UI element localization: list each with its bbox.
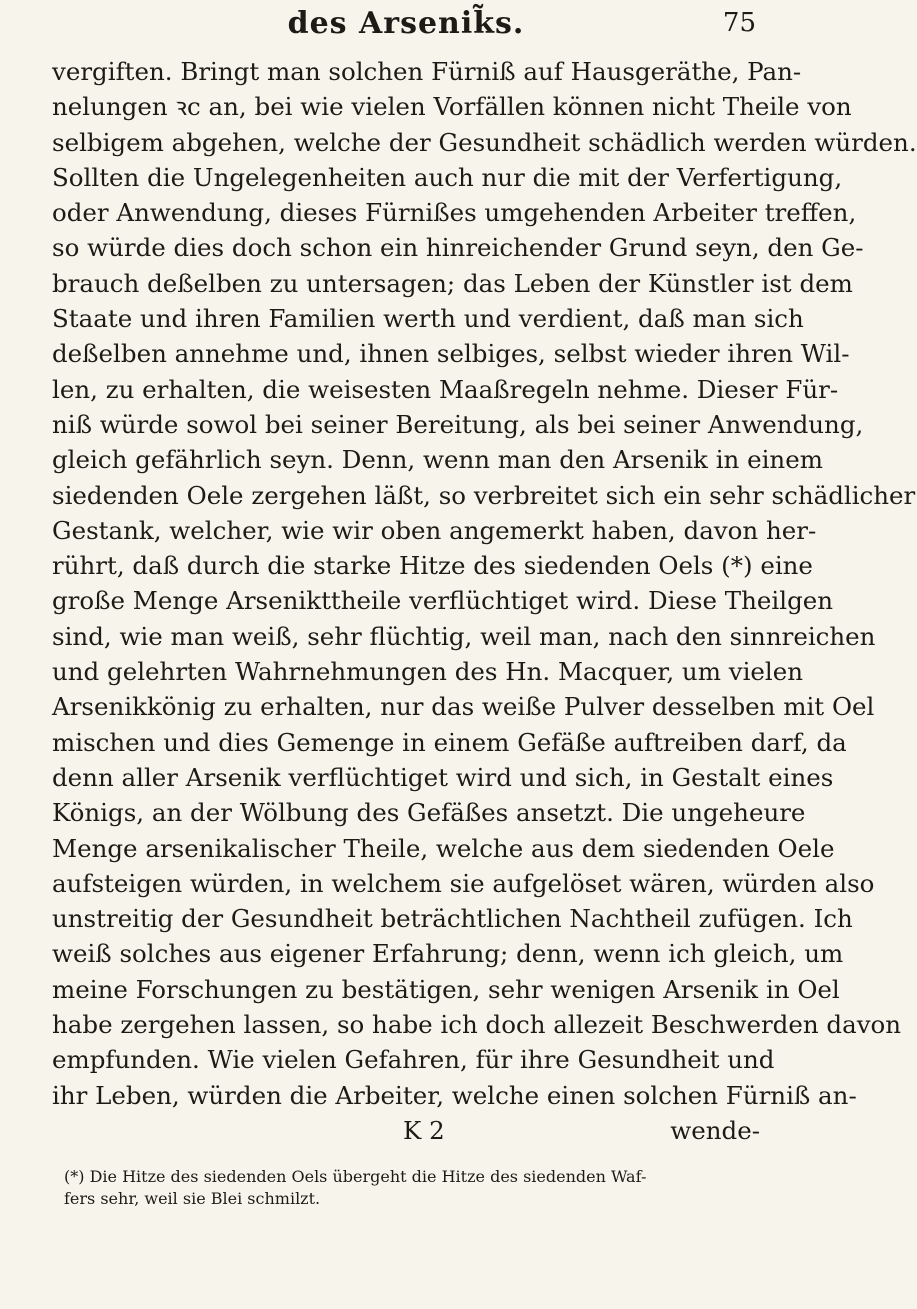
text-line: Sollten die Ungelegenheiten auch nur die mit der Verfertigung, [52,162,843,192]
text-line: weiß solches aus eigener Erfahrung; denn, wenn ich gleich, um [52,939,844,969]
text-line: siedenden Oele zergehen läßt, so verbreitet sich ein sehr schädlicher [52,480,916,510]
signature-line [52,1113,760,1148]
text-line: vergiften. Bringt man solchen Fürniß auf Hausgeräthe, Pan- [52,57,802,86]
text-line: empfunden. Wie vielen Gefahren, für ihre Gesundheit und [52,1045,775,1075]
text-line: oder Anwendung, dieses Fürnißes umgehenden Arbeiter treffen, [52,198,857,228]
text-line: niß würde sowol bei seiner Bereitung, als bei seiner Anwendung, [52,409,864,439]
text-line: nelungen ꝛc an, bei wie vielen Vorfällen können nicht Theile von [52,92,852,122]
text-line: Königs, an der Wölbung des Gefäßes ansetzt. Die ungeheure [52,798,806,828]
footnote [52,1166,760,1210]
text-line: gleich gefährlich seyn. Denn, wenn man den Arsenik in einem [52,445,823,475]
body-text [52,54,917,1148]
text-line: selbigem abgehen, welche der Gesundheit schädlich werden würden. [52,127,917,157]
text-line: meine Forschungen zu bestätigen, sehr wenigen Arsenik in Oel [52,974,840,1004]
text-line: aufsteigen würden, in welchem sie aufgelöset wären, würden also [52,868,875,898]
text-line: denn aller Arsenik verflüchtiget wird und sich, in Gestalt eines [52,762,834,792]
text-line: mischen und dies Gemenge in einem Gefäße auftreiben darf, da [52,727,847,757]
text-line: habe zergehen lassen, so habe ich doch allezeit Beschwerden davon [52,1010,902,1040]
text-line: Gestank, welcher, wie wir oben angemerkt haben, davon her- [52,515,817,545]
footnote-line: (*) Die Hitze des siedenden Oels übergeht die Hitze des siedenden Waf- [64,1167,647,1187]
running-head [52,0,760,44]
text-line: deßelben annehme und, ihnen selbiges, selbst wieder ihren Wil- [52,339,850,369]
footnote-line: fers sehr, weil sie Blei schmilzt. [64,1189,321,1209]
text-line: brauch deßelben zu untersagen; das Leben der Künstler ist dem [52,268,853,298]
text-line: große Menge Arsenikttheile verflüchtiget wird. Diese Theilgen [52,586,834,616]
text-line: Arsenikkönig zu erhalten, nur das weiße Pulver desselben mit Oel [52,692,875,722]
text-line: rührt, daß durch die starke Hitze des siedenden Oels (*) eine [52,551,813,581]
running-title: des Arsenik̃s. [287,6,525,41]
text-line: so würde dies doch schon ein hinreichender Grund seyn, den Ge- [52,233,864,263]
catchword: wende- [670,1115,760,1145]
page-number: 75 [722,8,756,38]
signature-mark: K 2 [403,1115,445,1145]
text-line: unstreitig der Gesundheit beträchtlichen Nachtheil zufügen. Ich [52,904,853,934]
text-line: Staate und ihren Familien werth und verdient, daß man sich [52,304,804,334]
text-line: und gelehrten Wahrnehmungen des Hn. Macquer, um vielen [52,657,804,687]
text-line: len, zu erhalten, die weisesten Maaßregeln nehme. Dieser Für- [52,374,839,404]
text-line: ihr Leben, würden die Arbeiter, welche einen solchen Fürniß an- [52,1080,857,1110]
text-line: sind, wie man weiß, sehr flüchtig, weil man, nach den sinnreichen [52,621,876,651]
text-line: Menge arsenikalischer Theile, welche aus dem siedenden Oele [52,833,835,863]
